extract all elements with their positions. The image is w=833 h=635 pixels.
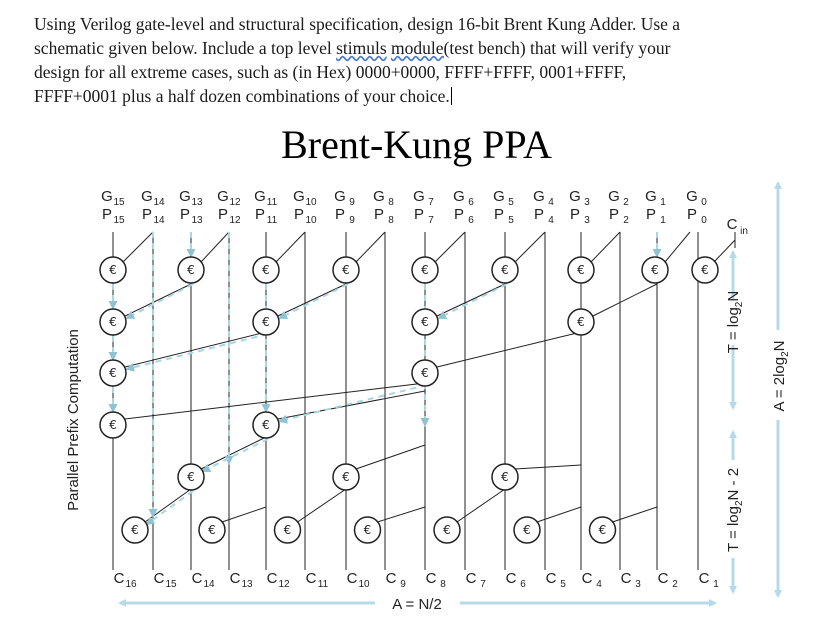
prefix-node (122, 517, 148, 543)
input-g-subscript: 2 (623, 197, 629, 208)
prefix-node (412, 360, 438, 386)
input-p-label: P (101, 206, 113, 223)
prefix-node (199, 517, 225, 543)
question-line-3: design for all extreme cases, such as (in Hex) 0000+0000, FFFF+FFFF, 0001+FFFF, (34, 62, 627, 82)
prefix-wire (278, 284, 346, 316)
prefix-node (253, 257, 279, 283)
input-g-label: G (373, 188, 385, 205)
prefix-node (178, 464, 204, 490)
node-symbol: € (701, 263, 709, 277)
input-g-label: G (645, 188, 657, 205)
input-g-label: G (493, 188, 505, 205)
input-g-label: G (101, 188, 113, 205)
input-p-label: P (686, 206, 698, 223)
input-p-subscript: 1 (660, 215, 666, 226)
output-c-label: C (266, 570, 278, 587)
output-c-subscript: 1 (713, 579, 719, 590)
input-g-subscript: 14 (153, 197, 165, 208)
bottom-area-label: A = N/2 (392, 596, 442, 613)
t-top-label: $T = \log_2N$ (725, 290, 745, 354)
prefix-wire (125, 332, 266, 367)
prefix-node (412, 257, 438, 283)
output-c-label: C (505, 570, 517, 587)
node-symbol: € (598, 523, 607, 537)
input-g-subscript: 6 (468, 197, 474, 208)
input-g-label: G (533, 188, 545, 205)
output-c-subscript: 7 (480, 579, 486, 590)
prefix-node (412, 309, 438, 335)
prefix-node (333, 257, 359, 283)
input-g-subscript: 3 (584, 197, 590, 208)
output-c-subscript: 13 (241, 579, 253, 590)
output-c-subscript: 5 (560, 579, 566, 590)
node-symbol: € (501, 470, 509, 484)
output-c-label: C (113, 570, 125, 587)
input-g-subscript: 13 (191, 197, 203, 208)
prefix-wire (125, 284, 191, 316)
prefix-node (178, 257, 204, 283)
input-g-label: G (254, 188, 266, 205)
prefix-node (568, 257, 594, 283)
input-p-subscript: 3 (584, 215, 590, 226)
input-g-label: G (569, 188, 581, 205)
prefix-wire (278, 391, 425, 419)
question-line-2-end: test bench) that will verify your (449, 38, 671, 58)
a-right-label: $A = 2\log_2N$ (771, 340, 791, 412)
prefix-node (590, 517, 616, 543)
prefix-wire (125, 383, 425, 419)
dashed-wire (439, 284, 507, 318)
node-symbol: € (421, 366, 429, 380)
cin-label: C (726, 216, 738, 233)
prefix-wire (201, 232, 229, 262)
input-g-subscript: 5 (508, 197, 514, 208)
prefix-node (355, 517, 381, 543)
input-p-subscript: 7 (428, 215, 434, 226)
prefix-node (692, 257, 718, 283)
input-p-label: P (254, 206, 266, 223)
input-g-subscript: 1 (660, 197, 666, 208)
input-p-subscript: 9 (349, 215, 355, 226)
dashed-wire (280, 284, 348, 318)
node-symbol: € (109, 418, 117, 432)
node-symbol: € (283, 523, 292, 537)
input-g-subscript: 7 (428, 197, 434, 208)
node-symbol: € (187, 263, 195, 277)
node-symbol: € (262, 418, 270, 432)
input-g-label: G (413, 188, 425, 205)
input-p-label: P (645, 206, 657, 223)
node-symbol: € (523, 523, 531, 537)
output-c-subscript: 2 (672, 579, 678, 590)
node-symbol: € (501, 263, 509, 277)
node-symbol: € (421, 315, 429, 329)
cin-subscript: in (740, 226, 748, 237)
input-p-label: P (413, 206, 425, 223)
input-g-subscript: 10 (305, 197, 317, 208)
parallel-prefix-label: Parallel Prefix Computation (65, 329, 82, 511)
output-c-label: C (581, 570, 593, 587)
prefix-wire (145, 489, 191, 522)
prefix-wire (515, 232, 545, 262)
node-symbol: € (577, 315, 585, 329)
node-symbol: € (262, 315, 270, 329)
prefix-wire (593, 284, 657, 316)
prefix-node (514, 517, 540, 543)
prefix-wire (356, 232, 385, 262)
input-p-label: P (533, 206, 545, 223)
prefix-wire (591, 232, 620, 262)
node-symbol: € (187, 470, 195, 484)
input-p-subscript: 10 (305, 215, 317, 226)
input-p-label: P (608, 206, 620, 223)
input-g-label: G (217, 188, 229, 205)
node-symbol: € (131, 523, 139, 537)
prefix-wire (435, 232, 465, 262)
output-c-label: C (229, 570, 241, 587)
input-p-subscript: 15 (113, 215, 125, 226)
output-c-label: C (346, 570, 358, 587)
dashed-wire (280, 385, 427, 421)
input-g-label: G (686, 188, 698, 205)
question-line-1: Using Verilog gate-level and structural specification, design 16-bit Brent Kung Adder. Use a (34, 14, 681, 34)
input-p-subscript: 8 (388, 215, 394, 226)
output-c-label: C (657, 570, 669, 587)
output-c-subscript: 3 (635, 579, 641, 590)
prefix-node (275, 517, 301, 543)
prefix-wire (201, 437, 266, 469)
output-c-subscript: 14 (203, 579, 215, 590)
input-p-label: P (141, 206, 153, 223)
node-symbol: € (208, 523, 216, 537)
prefix-wire (356, 445, 425, 469)
prefix-node (253, 309, 279, 335)
input-p-subscript: 11 (266, 215, 278, 226)
output-c-subscript: 6 (520, 579, 526, 590)
dashed-wire (127, 284, 193, 318)
dashed-wire (127, 334, 268, 369)
prefix-wire (537, 507, 581, 522)
input-p-subscript: 6 (468, 215, 474, 226)
prefix-node (333, 464, 359, 490)
input-g-label: G (608, 188, 620, 205)
output-c-label: C (153, 570, 165, 587)
prefix-node (100, 412, 126, 438)
node-symbol: € (262, 263, 270, 277)
input-g-label: G (179, 188, 191, 205)
input-g-subscript: 11 (266, 197, 278, 208)
input-p-subscript: 0 (701, 215, 707, 226)
input-p-subscript: 5 (508, 215, 514, 226)
input-g-subscript: 12 (229, 197, 241, 208)
t-bottom-label: $T = \log_2N - 2$ (725, 467, 745, 553)
input-p-label: P (334, 206, 346, 223)
output-c-subscript: 9 (400, 579, 406, 590)
output-c-subscript: 10 (358, 579, 370, 590)
prefix-node (492, 257, 518, 283)
output-c-subscript: 4 (596, 579, 602, 590)
prefix-node (642, 257, 668, 283)
input-p-label: P (569, 206, 581, 223)
output-c-label: C (620, 570, 632, 587)
diagram-title: Brent-Kung PPA (281, 122, 552, 167)
input-p-subscript: 2 (623, 215, 629, 226)
question-line-2-start: schematic given below. Include a top level (34, 38, 337, 58)
prefix-wire (276, 232, 305, 262)
prefix-wire (613, 507, 658, 522)
question-line-4-text: FFFF+0001 plus a half dozen combinations of your choice. (34, 86, 450, 106)
output-c-label: C (465, 570, 477, 587)
output-c-subscript: 12 (278, 579, 290, 590)
input-g-label: G (453, 188, 465, 205)
prefix-node (100, 360, 126, 386)
input-g-subscript: 15 (113, 197, 125, 208)
output-c-label: C (191, 570, 203, 587)
output-c-label: C (425, 570, 437, 587)
output-c-label: C (305, 570, 317, 587)
node-symbol: € (363, 523, 372, 537)
prefix-wire (437, 332, 581, 367)
input-p-label: P (179, 206, 191, 223)
node-symbol: € (443, 523, 451, 537)
input-g-subscript: 9 (349, 197, 355, 208)
prefix-wire (437, 284, 505, 316)
prefix-wire (457, 489, 505, 522)
input-g-subscript: 8 (388, 197, 394, 208)
input-p-subscript: 14 (153, 215, 165, 226)
output-c-subscript: 11 (317, 579, 329, 590)
output-c-label: C (698, 570, 710, 587)
node-symbol: € (421, 263, 429, 277)
spellcheck-word-stimuls: stimuls (336, 38, 387, 58)
input-p-label: P (453, 206, 465, 223)
node-symbol: € (651, 263, 659, 277)
input-g-label: G (293, 188, 305, 205)
node-symbol: € (109, 263, 117, 277)
spellcheck-word-module: module( (391, 38, 450, 58)
input-p-label: P (493, 206, 505, 223)
input-g-subscript: 4 (548, 197, 554, 208)
prefix-wire (123, 232, 153, 262)
output-c-label: C (545, 570, 557, 587)
input-p-label: P (373, 206, 385, 223)
input-g-label: G (141, 188, 153, 205)
prefix-node (100, 309, 126, 335)
output-c-subscript: 15 (165, 579, 177, 590)
output-c-label: C (385, 570, 397, 587)
node-symbol: € (342, 263, 350, 277)
prefix-wire (665, 232, 690, 262)
node-symbol: € (109, 366, 117, 380)
prefix-wire (515, 465, 581, 469)
input-p-label: P (293, 206, 305, 223)
input-g-label: G (334, 188, 346, 205)
output-c-subscript: 16 (125, 579, 137, 590)
prefix-node (492, 464, 518, 490)
node-symbol: € (109, 315, 117, 329)
dashed-wire (203, 439, 268, 471)
input-p-label: P (217, 206, 229, 223)
input-g-subscript: 0 (701, 197, 707, 208)
prefix-node (568, 309, 594, 335)
prefix-node (100, 257, 126, 283)
output-c-subscript: 8 (440, 579, 446, 590)
node-symbol: € (342, 470, 350, 484)
input-p-subscript: 13 (191, 215, 203, 226)
input-p-subscript: 12 (229, 215, 241, 226)
node-symbol: € (577, 263, 585, 277)
input-p-subscript: 4 (548, 215, 554, 226)
prefix-node (253, 412, 279, 438)
prefix-node (434, 517, 460, 543)
label-layer (65, 183, 791, 613)
